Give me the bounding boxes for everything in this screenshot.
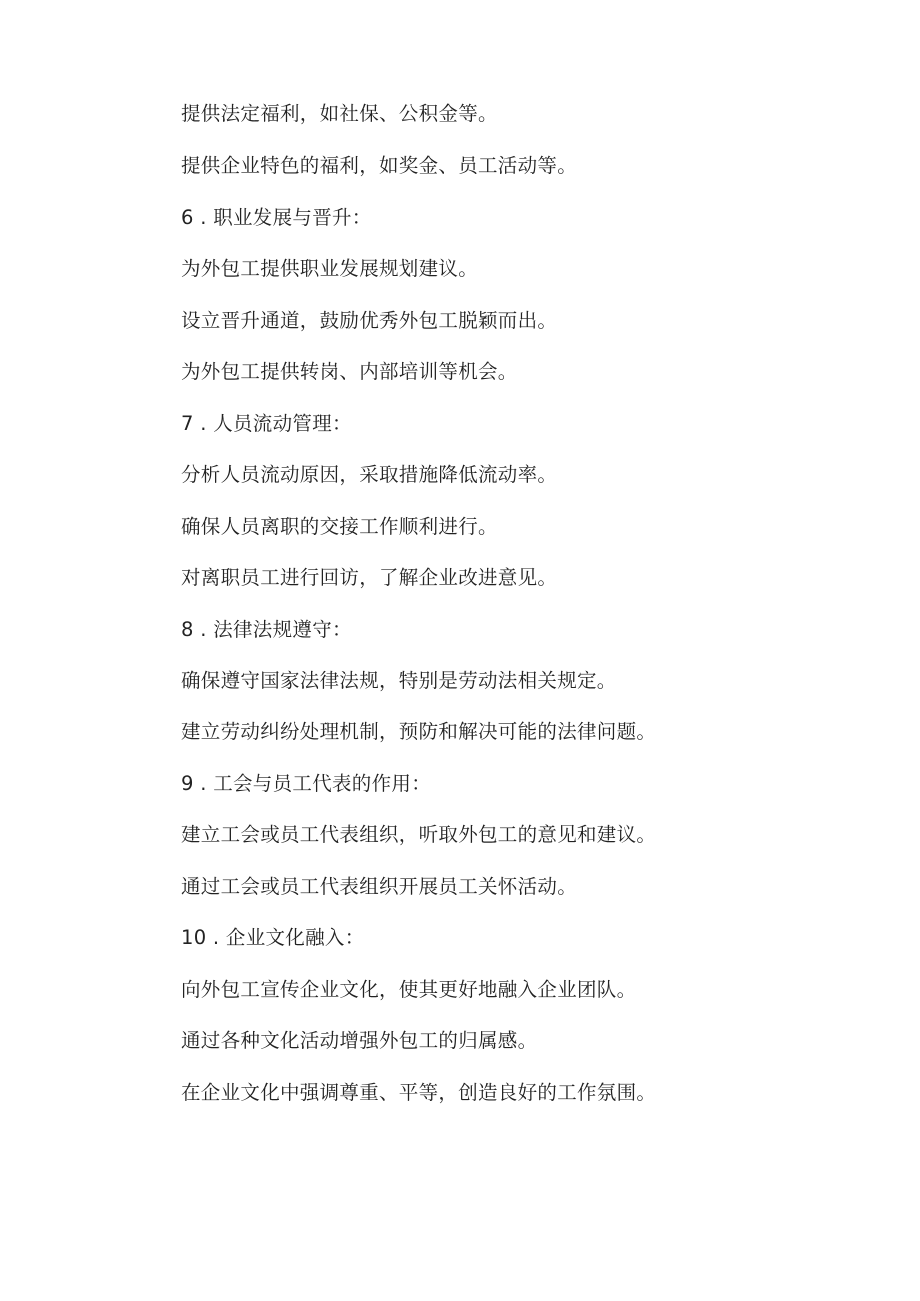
body-text-line: 为外包工提供职业发展规划建议。 (181, 257, 479, 280)
body-text-line: 对离职员工进行回访，了解企业改进意见。 (181, 566, 558, 589)
section-heading: 9 . 工会与员工代表的作用： (181, 772, 432, 795)
section-heading: 6 . 职业发展与晋升： (181, 206, 372, 229)
section-heading: 7 . 人员流动管理： (181, 412, 352, 435)
section-heading: 10 . 企业文化融入： (181, 926, 365, 949)
body-text-line: 确保遵守国家法律法规，特别是劳动法相关规定。 (181, 669, 617, 692)
body-text-line: 为外包工提供转岗、内部培训等机会。 (181, 360, 518, 383)
body-text-line: 提供企业特色的福利，如奖金、员工活动等。 (181, 154, 578, 177)
body-text-line: 在企业文化中强调尊重、平等，创造良好的工作氛围。 (181, 1081, 657, 1104)
body-text-line: 提供法定福利，如社保、公积金等。 (181, 102, 498, 125)
section-heading: 8 . 法律法规遵守： (181, 618, 352, 641)
body-text-line: 确保人员离职的交接工作顺利进行。 (181, 515, 498, 538)
body-text-line: 通过工会或员工代表组织开展员工关怀活动。 (181, 875, 578, 898)
body-text-line: 设立晋升通道，鼓励优秀外包工脱颖而出。 (181, 309, 558, 332)
body-text-line: 向外包工宣传企业文化，使其更好地融入企业团队。 (181, 978, 637, 1001)
body-text-line: 建立劳动纠纷处理机制，预防和解决可能的法律问题。 (181, 720, 657, 743)
body-text-line: 通过各种文化活动增强外包工的归属感。 (181, 1029, 538, 1052)
body-text-line: 建立工会或员工代表组织，听取外包工的意见和建议。 (181, 823, 657, 846)
body-text-line: 分析人员流动原因，采取措施降低流动率。 (181, 463, 558, 486)
